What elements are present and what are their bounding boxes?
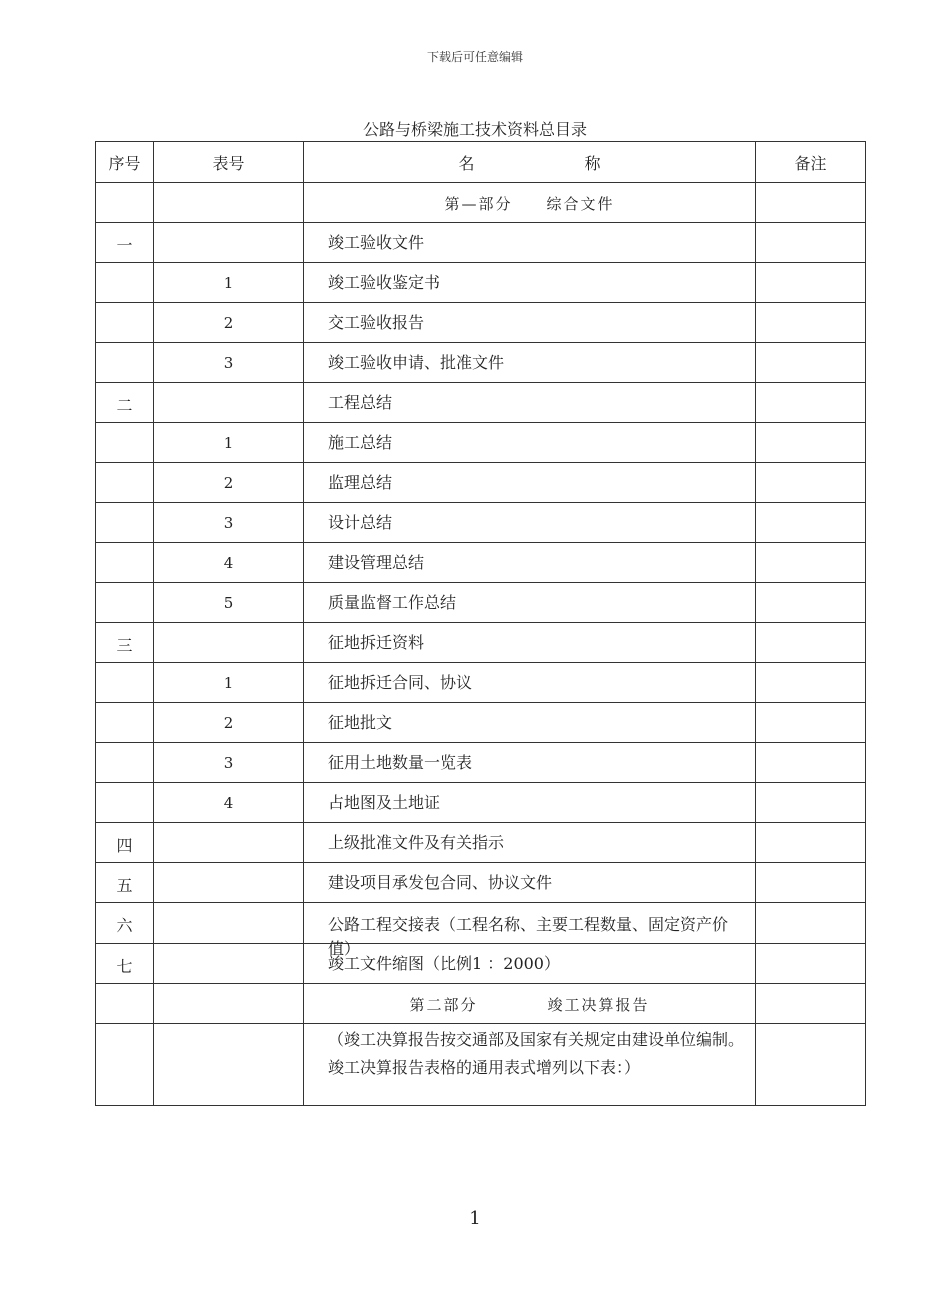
table-row bbox=[96, 343, 866, 383]
row-num: 4 bbox=[154, 543, 304, 583]
row-remark bbox=[756, 823, 866, 863]
row-num bbox=[154, 903, 304, 944]
table-row bbox=[96, 783, 866, 823]
header-remark: 备注 bbox=[756, 142, 866, 183]
row-num: 1 bbox=[154, 423, 304, 463]
row-remark bbox=[756, 903, 866, 944]
row-num: 1 bbox=[154, 263, 304, 303]
row-num: 1 bbox=[154, 663, 304, 703]
table-row bbox=[96, 663, 866, 703]
section-title: 竣工决算报告 bbox=[547, 996, 650, 1014]
table-row bbox=[96, 703, 866, 743]
row-remark bbox=[756, 263, 866, 303]
row-remark bbox=[756, 503, 866, 543]
table-header-row bbox=[96, 142, 866, 183]
row-seq bbox=[96, 783, 154, 823]
section-heading bbox=[304, 984, 756, 1024]
section-row-part1 bbox=[96, 183, 866, 223]
row-name: 建设管理总结 bbox=[304, 543, 756, 583]
section-row-part2 bbox=[96, 984, 866, 1024]
row-name: 工程总结 bbox=[304, 383, 756, 423]
row-num: 4 bbox=[154, 783, 304, 823]
row-remark bbox=[756, 463, 866, 503]
table-row bbox=[96, 583, 866, 623]
note-row bbox=[96, 1024, 866, 1106]
row-remark bbox=[756, 743, 866, 783]
table-row bbox=[96, 543, 866, 583]
row-name: 占地图及土地证 bbox=[304, 783, 756, 823]
header-name-part2: 称 bbox=[584, 153, 601, 173]
row-num bbox=[154, 383, 304, 423]
row-seq bbox=[96, 343, 154, 383]
row-num: 2 bbox=[154, 303, 304, 343]
section-title: 综合文件 bbox=[546, 195, 615, 213]
row-remark bbox=[756, 623, 866, 663]
row-seq: 四 bbox=[96, 823, 154, 863]
page-header: 下载后可任意编辑 bbox=[426, 50, 523, 64]
row-seq bbox=[96, 743, 154, 783]
row-name: 竣工验收申请、批准文件 bbox=[304, 343, 756, 383]
row-seq: 六 bbox=[96, 903, 154, 944]
header-name-part1: 名 bbox=[458, 153, 475, 173]
row-name: 征地拆迁资料 bbox=[304, 623, 756, 663]
header-table-no: 表号 bbox=[154, 142, 304, 183]
row-name: 建设项目承发包合同、协议文件 bbox=[304, 863, 756, 903]
row-seq bbox=[96, 663, 154, 703]
row-remark bbox=[756, 944, 866, 984]
table-row bbox=[96, 623, 866, 663]
header-name bbox=[304, 142, 756, 183]
row-name: 监理总结 bbox=[304, 463, 756, 503]
row-seq: 二 bbox=[96, 383, 154, 423]
row-num bbox=[154, 944, 304, 984]
row-seq bbox=[96, 543, 154, 583]
table-row bbox=[96, 423, 866, 463]
row-name: 设计总结 bbox=[304, 503, 756, 543]
row-num: 5 bbox=[154, 583, 304, 623]
section-label: 第—部分 bbox=[444, 195, 513, 213]
section-label: 第二部分 bbox=[409, 996, 478, 1014]
row-seq bbox=[96, 423, 154, 463]
table-row bbox=[96, 863, 866, 903]
row-remark bbox=[756, 303, 866, 343]
row-remark bbox=[756, 783, 866, 823]
row-num: 2 bbox=[154, 463, 304, 503]
row-seq: 三 bbox=[96, 623, 154, 663]
row-name: 交工验收报告 bbox=[304, 303, 756, 343]
row-name: 质量监督工作总结 bbox=[304, 583, 756, 623]
row-name: 竣工文件缩图（比例1 ：2000） bbox=[304, 944, 756, 984]
table-row bbox=[96, 903, 866, 944]
row-seq bbox=[96, 463, 154, 503]
table-row bbox=[96, 383, 866, 423]
row-seq bbox=[96, 703, 154, 743]
row-remark bbox=[756, 663, 866, 703]
row-remark bbox=[756, 383, 866, 423]
section-heading bbox=[304, 183, 756, 223]
row-remark bbox=[756, 343, 866, 383]
row-num bbox=[154, 863, 304, 903]
row-name: 上级批准文件及有关指示 bbox=[304, 823, 756, 863]
row-name: 施工总结 bbox=[304, 423, 756, 463]
table-row bbox=[96, 503, 866, 543]
page-number: 1 bbox=[469, 1208, 481, 1229]
table-row bbox=[96, 944, 866, 984]
note-text: （竣工决算报告按交通部及国家有关规定由建设单位编制。竣工决算报告表格的通用表式增列以下表：） bbox=[304, 1024, 756, 1106]
row-seq: 五 bbox=[96, 863, 154, 903]
row-num: 3 bbox=[154, 743, 304, 783]
row-remark bbox=[756, 223, 866, 263]
header-seq: 序号 bbox=[96, 142, 154, 183]
row-remark bbox=[756, 543, 866, 583]
row-seq bbox=[96, 303, 154, 343]
row-name bbox=[304, 903, 756, 958]
table-row bbox=[96, 463, 866, 503]
row-seq: 七 bbox=[96, 944, 154, 984]
row-name: 征地批文 bbox=[304, 703, 756, 743]
document-title: 公路与桥梁施工技术资料总目录 bbox=[362, 120, 587, 139]
row-remark bbox=[756, 703, 866, 743]
row-seq bbox=[96, 263, 154, 303]
table-row bbox=[96, 823, 866, 863]
row-remark bbox=[756, 863, 866, 903]
row-seq bbox=[96, 583, 154, 623]
row-name-clipped: 公路工程交接表（工程名称、主要工程数量、固定资产价值） bbox=[328, 915, 729, 958]
row-name: 征用土地数量一览表 bbox=[304, 743, 756, 783]
row-num: 2 bbox=[154, 703, 304, 743]
row-remark bbox=[756, 423, 866, 463]
toc-table bbox=[95, 141, 866, 1106]
row-name: 竣工验收鉴定书 bbox=[304, 263, 756, 303]
row-num: 3 bbox=[154, 343, 304, 383]
table-row bbox=[96, 263, 866, 303]
row-name: 竣工验收文件 bbox=[304, 223, 756, 263]
table-row bbox=[96, 303, 866, 343]
row-name: 征地拆迁合同、协议 bbox=[304, 663, 756, 703]
table-row bbox=[96, 223, 866, 263]
row-num: 3 bbox=[154, 503, 304, 543]
row-remark bbox=[756, 583, 866, 623]
row-num bbox=[154, 623, 304, 663]
row-seq: 一 bbox=[96, 223, 154, 263]
table-row bbox=[96, 743, 866, 783]
row-num bbox=[154, 223, 304, 263]
row-seq bbox=[96, 503, 154, 543]
row-num bbox=[154, 823, 304, 863]
